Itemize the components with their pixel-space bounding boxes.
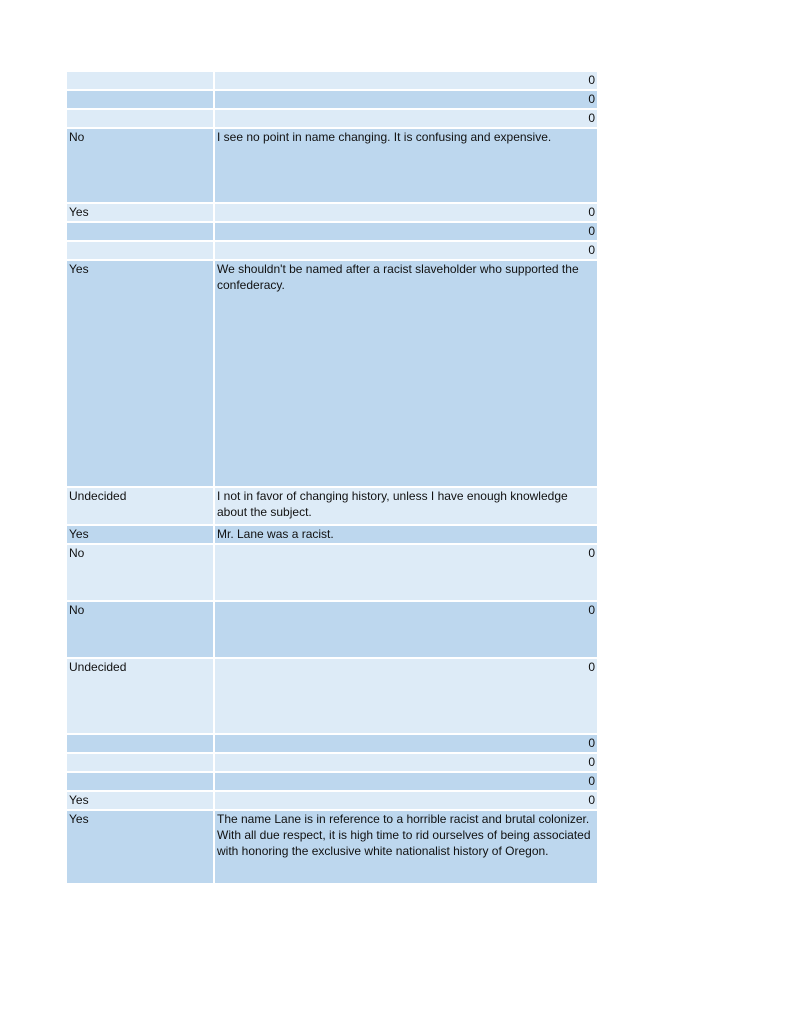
table-row <box>67 110 597 129</box>
table-row <box>67 792 597 811</box>
comment-cell: 0 <box>588 205 595 219</box>
comment-cell: 0 <box>588 546 595 560</box>
table-row <box>67 773 597 792</box>
answer-cell <box>67 754 215 771</box>
comment-cell: 0 <box>588 92 595 106</box>
survey-response-table <box>67 72 597 885</box>
table-row <box>67 488 597 526</box>
comment-cell: We shouldn't be named after a racist slaveholder who supported the confederacy. <box>217 262 579 292</box>
table-row <box>67 72 597 91</box>
comment-cell: 0 <box>588 243 595 257</box>
answer-cell: Yes <box>67 811 215 883</box>
table-row <box>67 754 597 773</box>
table-row <box>67 545 597 602</box>
comment-cell: Mr. Lane was a racist. <box>217 527 334 541</box>
table-row <box>67 735 597 754</box>
comment-cell: I not in favor of changing history, unless I have enough knowledge about the subject. <box>217 489 568 519</box>
comment-cell: 0 <box>588 736 595 750</box>
table-row <box>67 602 597 659</box>
answer-cell <box>67 110 215 127</box>
comment-cell: 0 <box>588 660 595 674</box>
table-row <box>67 811 597 885</box>
answer-cell <box>67 223 215 240</box>
table-row <box>67 91 597 110</box>
table-row <box>67 261 597 488</box>
answer-cell <box>67 735 215 752</box>
comment-cell: The name Lane is in reference to a horrible racist and brutal colonizer. With all due respect, it is high time to rid ourselves of being associated with honoring the exclusive white nationalist history of Oregon. <box>217 812 591 858</box>
table-row <box>67 526 597 545</box>
comment-cell: 0 <box>588 774 595 788</box>
comment-cell: 0 <box>588 755 595 769</box>
answer-cell <box>67 72 215 89</box>
answer-cell: Yes <box>67 792 215 809</box>
comment-cell: 0 <box>588 793 595 807</box>
answer-cell <box>67 242 215 259</box>
comment-cell: 0 <box>588 111 595 125</box>
answer-cell: Yes <box>67 526 215 543</box>
answer-cell: Yes <box>67 204 215 221</box>
table-row <box>67 223 597 242</box>
table-row <box>67 659 597 735</box>
comment-cell: 0 <box>588 73 595 87</box>
answer-cell: Undecided <box>67 659 215 733</box>
answer-cell: Yes <box>67 261 215 486</box>
answer-cell: No <box>67 602 215 657</box>
comment-cell: I see no point in name changing. It is confusing and expensive. <box>217 130 552 144</box>
comment-cell: 0 <box>588 224 595 238</box>
answer-cell: No <box>67 129 215 202</box>
table-row <box>67 204 597 223</box>
answer-cell <box>67 773 215 790</box>
table-row <box>67 129 597 204</box>
answer-cell: No <box>67 545 215 600</box>
comment-cell: 0 <box>588 603 595 617</box>
answer-cell <box>67 91 215 108</box>
answer-cell: Undecided <box>67 488 215 524</box>
table-row <box>67 242 597 261</box>
